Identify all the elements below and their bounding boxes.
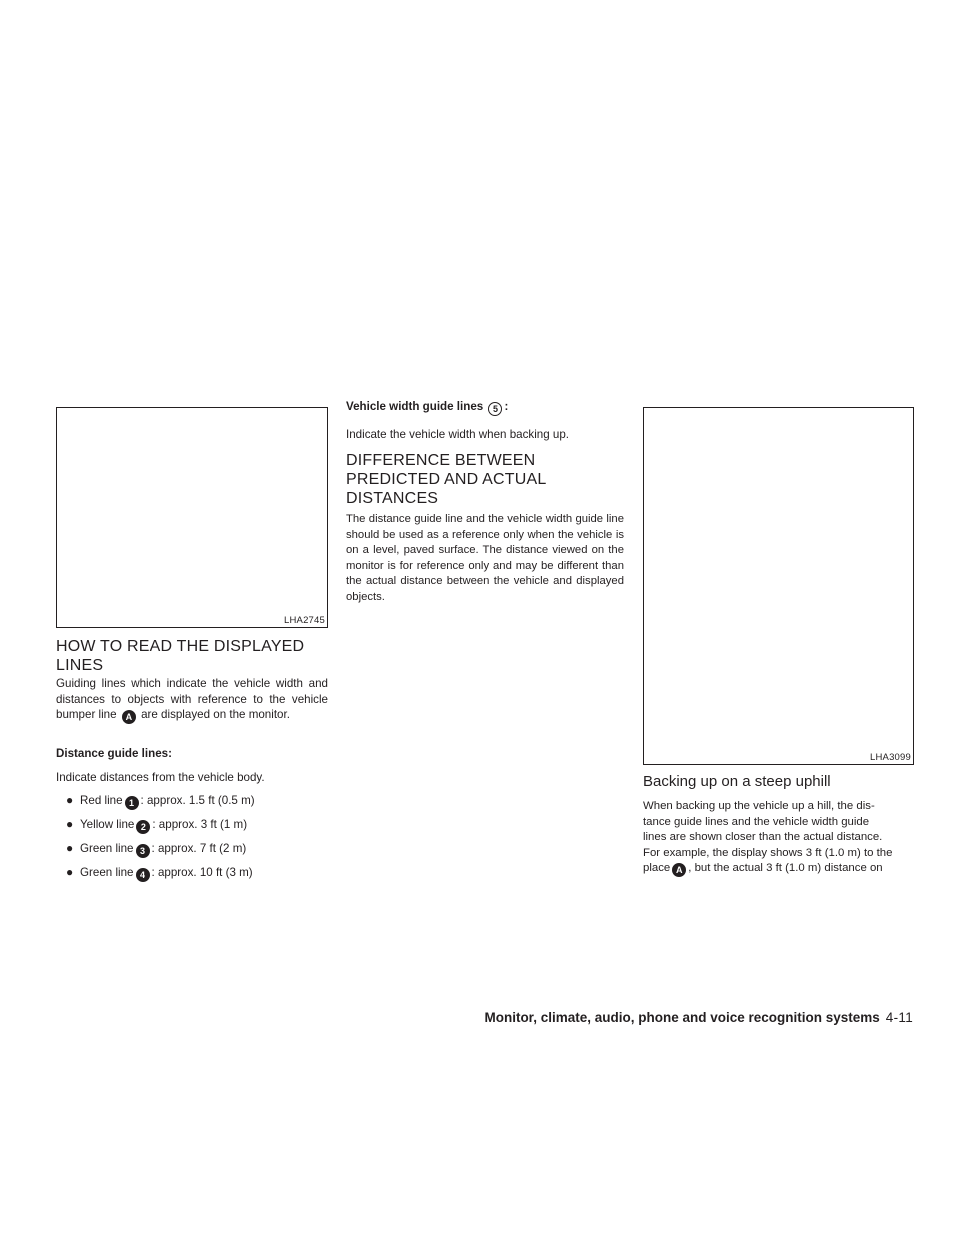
number-4-icon: 4 xyxy=(136,868,150,882)
bullet-icon: ● xyxy=(66,817,74,831)
section-title: Monitor, climate, audio, phone and voice recognition systems xyxy=(484,1010,880,1025)
steep-uphill-body: When backing up the vehicle up a hill, the dis- tance guide lines and the vehicle width guide lines are shown closer than the actual distance. For example, the display shows 3 ft (1.0 m) to the place A , but the actual 3 ft (1.0 m) distance on xyxy=(643,800,893,876)
page-footer xyxy=(0,1010,913,1025)
difference-body: The distance guide line and the vehicle width guide line should be used as a reference only when the vehicle is on a level, paved surface. The distance viewed on the monitor is for reference only and may be different than the actual distance between the vehicle and displayed objects. xyxy=(346,513,624,603)
heading-difference: DIFFERENCE BETWEEN PREDICTED AND ACTUAL DISTANCES xyxy=(346,452,547,507)
heading-how-to-read: HOW TO READ THE DISPLAYED LINES xyxy=(56,638,305,674)
bullet-icon: ● xyxy=(66,793,74,807)
subheading-steep-uphill: Backing up on a steep uphill xyxy=(643,773,831,790)
distance-guide-desc: Indicate distances from the vehicle body. xyxy=(56,771,265,784)
figure-code: LHA2745 xyxy=(283,615,325,626)
marker-a-icon: A xyxy=(672,863,686,877)
number-1-icon: 1 xyxy=(125,796,139,810)
figure-code: LHA3099 xyxy=(869,752,911,763)
vehicle-width-title: Vehicle width guide lines 5 : xyxy=(346,400,509,414)
figure-displayed-lines xyxy=(56,407,328,628)
list-item: ● Green line 3 : approx. 7 ft (2 m) xyxy=(66,841,247,856)
vehicle-width-desc: Indicate the vehicle width when backing up. xyxy=(346,428,569,441)
number-3-icon: 3 xyxy=(136,844,150,858)
marker-a-icon: A xyxy=(122,710,136,724)
distance-guide-title: Distance guide lines: xyxy=(56,747,172,760)
distance-bullet-list xyxy=(66,793,328,889)
list-item: ● Red line 1 : approx. 1.5 ft (0.5 m) xyxy=(66,793,255,808)
bullet-icon: ● xyxy=(66,865,74,879)
number-5-icon: 5 xyxy=(488,402,502,416)
list-item: ● Yellow line 2 : approx. 3 ft (1 m) xyxy=(66,817,248,832)
intro-paragraph: Guiding lines which indicate the vehicle width and distances to objects with reference to the vehicle bumper line A are displayed on the monitor. xyxy=(56,677,328,723)
page-number: 4-11 xyxy=(885,1010,913,1025)
bullet-icon: ● xyxy=(66,841,74,855)
figure-steep-uphill xyxy=(643,407,914,765)
list-item: ● Green line 4 : approx. 10 ft (3 m) xyxy=(66,865,253,880)
number-2-icon: 2 xyxy=(136,820,150,834)
